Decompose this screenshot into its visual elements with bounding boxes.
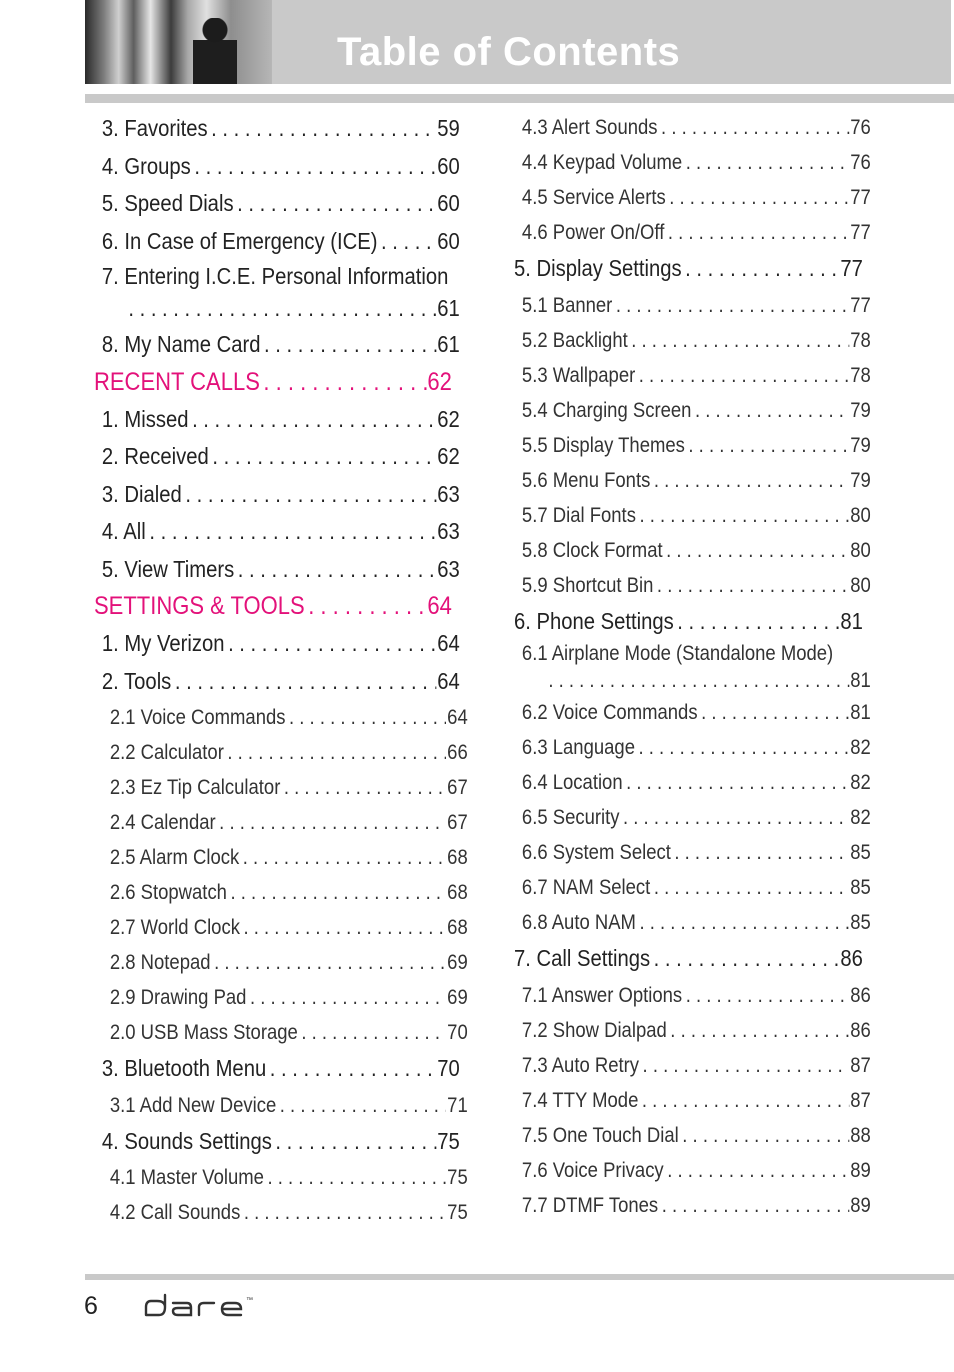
toc-dot-leader: [191, 148, 437, 186]
toc-page-number: 66: [447, 741, 468, 764]
toc-entry-5-1-banner[interactable]: [514, 288, 871, 323]
toc-entry-label: 5.9 Shortcut Bin: [521, 573, 654, 597]
toc-page-number: 79: [850, 433, 871, 457]
toc-entry-label: 7.2 Show Dialpad: [521, 1018, 667, 1042]
toc-entry-label: 1. Missed: [101, 405, 189, 432]
toc-entry-4-sounds-settings[interactable]: [94, 1123, 460, 1161]
toc-entry-label: 3. Favorites: [101, 115, 208, 141]
toc-dot-leader: [685, 428, 849, 463]
toc-entry-7-5-one-touch-dial[interactable]: [514, 1118, 871, 1153]
toc-dot-leader: [234, 185, 437, 223]
toc-dot-leader: [667, 1013, 850, 1048]
toc-entry-label: 5. Speed Dials: [101, 190, 234, 216]
toc-entry-label: 7.5 One Touch Dial: [521, 1123, 679, 1147]
toc-dot-leader: [691, 393, 849, 428]
toc-entry-5-speed-dials[interactable]: [94, 185, 460, 223]
toc-entry-label: 7.1 Answer Options: [521, 983, 683, 1007]
toc-entry-2-4-calendar[interactable]: [94, 805, 468, 840]
toc-dot-leader: [216, 805, 447, 840]
toc-entry-label: 2.9 Drawing Pad: [109, 986, 247, 1009]
toc-entry-label: 7.4 TTY Mode: [521, 1088, 639, 1112]
page-number: 6: [84, 1292, 98, 1320]
toc-page-number: 86: [840, 945, 863, 971]
toc-entry-label: 3.1 Add New Device: [109, 1093, 277, 1117]
toc-entry-1-my-verizon[interactable]: [94, 625, 460, 663]
toc-entry-5-7-dial-fonts[interactable]: [514, 498, 871, 533]
toc-page-number: 85: [850, 841, 871, 864]
toc-entry-3-1-add-new-device[interactable]: [94, 1088, 468, 1123]
toc-entry-2-6-stopwatch[interactable]: [94, 875, 468, 910]
toc-page-number: 63: [437, 480, 460, 507]
toc-entry-label: 6. In Case of Emergency (ICE): [101, 227, 378, 254]
toc-entry-label: 5.7 Dial Fonts: [521, 503, 636, 527]
toc-entry-5-2-backlight[interactable]: [514, 323, 871, 358]
toc-page-number: 77: [850, 293, 871, 317]
toc-page-number: 60: [437, 190, 460, 216]
toc-page-number: 79: [850, 398, 871, 422]
toc-dot-leader: [674, 603, 840, 641]
toc-entry-2-3-ez-tip-calculator[interactable]: [94, 770, 468, 805]
toc-page-number: 75: [447, 1201, 468, 1224]
toc-page-number: 78: [850, 363, 871, 387]
toc-entry-label: 2.4 Calendar: [109, 811, 216, 834]
toc-entry-4-2-call-sounds[interactable]: [94, 1195, 468, 1230]
toc-entry-3-dialed[interactable]: [94, 476, 460, 514]
toc-dot-leader: [209, 438, 437, 476]
toc-entry-label: 2.1 Voice Commands: [109, 706, 286, 729]
toc-entry-7-1-answer-options[interactable]: [514, 978, 871, 1013]
toc-entry-6-4-location[interactable]: [514, 765, 871, 800]
toc-entry-label: 1. My Verizon: [101, 630, 225, 656]
toc-dot-leader: [276, 1088, 446, 1123]
toc-entry-7-2-show-dialpad[interactable]: [514, 1013, 871, 1048]
toc-page-number: 78: [850, 328, 871, 352]
toc-left-column: [94, 110, 468, 1230]
toc-page-number: 67: [447, 811, 468, 834]
toc-entry-label: SETTINGS & TOOLS: [94, 592, 305, 620]
toc-dot-leader: [658, 1188, 849, 1223]
toc-dot-leader: [664, 215, 849, 250]
toc-page-number: 69: [447, 986, 468, 1009]
toc-page-number: 75: [447, 1166, 468, 1189]
toc-page-number: 82: [850, 771, 871, 794]
toc-entry-7-3-auto-retry[interactable]: [514, 1048, 871, 1083]
toc-page-number: 86: [850, 983, 871, 1007]
toc-entry-label: 6.2 Voice Commands: [521, 701, 698, 724]
toc-entry-4-6-power-on-off[interactable]: [514, 215, 871, 250]
toc-dot-leader: [612, 288, 849, 323]
footer-divider: [85, 1274, 954, 1280]
toc-page-number: 68: [447, 916, 468, 939]
toc-entry-6-1-airplane-mode-standalone-mode[interactable]: [514, 640, 871, 695]
toc-entry-6-in-case-of-emergency-ice[interactable]: [94, 223, 460, 261]
toc-page-number: 69: [447, 951, 468, 974]
toc-dot-leader: [522, 667, 849, 694]
toc-entry-7-6-voice-privacy[interactable]: [514, 1153, 871, 1188]
toc-entry-label: 2.3 Ez Tip Calculator: [109, 776, 281, 799]
toc-entry-4-groups[interactable]: [94, 148, 460, 186]
toc-entry-label: 4.3 Alert Sounds: [521, 116, 658, 139]
toc-entry-label: 2.7 World Clock: [109, 916, 240, 939]
toc-dot-leader: [182, 476, 437, 514]
toc-page-number: 85: [850, 911, 871, 934]
toc-page-number: 59: [437, 115, 460, 141]
toc-entry-label: 5.5 Display Themes: [521, 433, 685, 457]
toc-dot-leader: [658, 110, 850, 145]
toc-dot-leader: [682, 250, 840, 288]
toc-entry-6-phone-settings[interactable]: [514, 603, 863, 641]
toc-dot-leader: [378, 223, 437, 261]
header-photo: [85, 0, 272, 84]
toc-page-number: 77: [850, 221, 871, 244]
toc-entry-4-4-keypad-volume[interactable]: [514, 145, 871, 180]
toc-dot-leader: [666, 180, 850, 215]
toc-entry-label: 6. Phone Settings: [514, 607, 674, 634]
toc-dot-leader: [234, 551, 436, 589]
toc-entry-label: 4.4 Keypad Volume: [521, 151, 683, 174]
toc-entry-7-call-settings[interactable]: [514, 940, 863, 978]
toc-page-number: 80: [850, 503, 871, 527]
toc-entry-label: 7.3 Auto Retry: [521, 1053, 640, 1077]
toc-entry-4-all[interactable]: [94, 513, 460, 551]
toc-entry-label: 6.5 Security: [521, 806, 620, 829]
toc-entry-label: 6.3 Language: [521, 736, 635, 759]
toc-entry-label: 8. My Name Card: [101, 331, 261, 357]
toc-entry-label: 2.5 Alarm Clock: [109, 846, 240, 869]
toc-entry-6-6-system-select[interactable]: [514, 835, 871, 870]
toc-dot-leader: [266, 1050, 436, 1088]
toc-dot-leader: [623, 765, 850, 800]
toc-entry-2-7-world-clock[interactable]: [94, 910, 468, 945]
toc-entry-2-2-calculator[interactable]: [94, 735, 468, 770]
toc-entry-2-0-usb-mass-storage[interactable]: [94, 1015, 468, 1050]
toc-page-number: 62: [437, 405, 460, 432]
svg-text:™: ™: [246, 1297, 253, 1304]
toc-entry-5-6-menu-fonts[interactable]: [514, 463, 871, 498]
toc-dot-leader: [650, 870, 849, 905]
toc-entry-label: 4.5 Service Alerts: [521, 186, 666, 209]
toc-dot-leader: [653, 568, 849, 603]
toc-dot-leader: [285, 700, 446, 735]
toc-entry-label: 5. Display Settings: [514, 255, 682, 281]
toc-dot-leader: [260, 364, 427, 401]
toc-entry-label: 2.0 USB Mass Storage: [109, 1021, 298, 1044]
toc-page-number: 63: [437, 555, 460, 582]
toc-page-number: 77: [850, 186, 871, 209]
toc-entry-label: 6.7 NAM Select: [521, 876, 651, 899]
toc-dot-leader: [636, 905, 849, 940]
toc-entry-label: 4.2 Call Sounds: [109, 1201, 241, 1224]
toc-entry-2-tools[interactable]: [94, 663, 460, 701]
toc-entry-label: RECENT CALLS: [94, 367, 260, 396]
toc-page-number: 62: [437, 443, 460, 469]
toc-dot-leader: [171, 663, 436, 701]
toc-dot-leader: [146, 513, 437, 551]
toc-entry-label: 7. Call Settings: [514, 945, 651, 971]
toc-entry-label: 6.6 System Select: [521, 841, 671, 864]
toc-page-number: 81: [850, 701, 871, 724]
toc-entry-label: 5.1 Banner: [521, 293, 613, 317]
toc-page-number: 64: [447, 706, 468, 729]
toc-dot-leader: [240, 910, 446, 945]
toc-entry-label: 5.3 Wallpaper: [521, 363, 636, 387]
toc-entry-label: 2. Tools: [101, 667, 172, 694]
toc-entry-5-view-timers[interactable]: [94, 551, 460, 589]
toc-dot-leader: [239, 840, 446, 875]
toc-entry-5-5-display-themes[interactable]: [514, 428, 871, 463]
toc-page-number: 71: [447, 1093, 468, 1117]
toc-entry-label: 4. Groups: [101, 152, 191, 179]
toc-entry-label: 5.2 Backlight: [521, 328, 628, 352]
toc-entry-label: 2.6 Stopwatch: [109, 881, 227, 904]
toc-entry-8-my-name-card[interactable]: [94, 326, 460, 364]
toc-dot-leader: [620, 800, 850, 835]
toc-entry-7-4-tty-mode[interactable]: [514, 1083, 871, 1118]
toc-dot-leader: [650, 463, 849, 498]
toc-page-number: 79: [850, 468, 871, 492]
toc-page-number: 82: [850, 806, 871, 829]
toc-entry-label: 7.7 DTMF Tones: [521, 1193, 659, 1217]
toc-entry-second-line: [522, 667, 871, 694]
toc-entry-5-display-settings[interactable]: [514, 250, 863, 288]
toc-entry-label: 6.1 Airplane Mode (Standalone Mode): [521, 642, 834, 665]
toc-section-settings-tools[interactable]: [94, 588, 452, 625]
toc-dot-leader: [240, 1195, 446, 1230]
toc-page-number: 60: [437, 152, 460, 179]
toc-dot-leader: [225, 625, 437, 663]
toc-entry-first-line: [522, 640, 871, 667]
toc-entry-1-missed[interactable]: [94, 401, 460, 439]
toc-dot-leader: [638, 1083, 849, 1118]
toc-entry-6-7-nam-select[interactable]: [514, 870, 871, 905]
toc-entry-label: 2.8 Notepad: [109, 951, 211, 974]
toc-page-number: 64: [437, 667, 460, 694]
toc-page-number: 89: [850, 1158, 871, 1182]
toc-page-number: 80: [850, 538, 871, 562]
toc-page-number: 81: [850, 669, 871, 692]
toc-entry-6-2-voice-commands[interactable]: [514, 695, 871, 730]
toc-page-number: 61: [437, 295, 460, 321]
toc-dot-leader: [102, 292, 436, 324]
toc-dot-leader: [650, 940, 839, 978]
toc-entry-label: 5. View Timers: [101, 555, 235, 582]
toc-entry-5-3-wallpaper[interactable]: [514, 358, 871, 393]
toc-dot-leader: [671, 835, 850, 870]
toc-entry-2-9-drawing-pad[interactable]: [94, 980, 468, 1015]
toc-page-number: 70: [447, 1021, 468, 1044]
toc-dot-leader: [280, 770, 446, 805]
toc-entry-3-favorites[interactable]: [94, 110, 460, 148]
toc-entry-label: 3. Bluetooth Menu: [101, 1055, 267, 1081]
toc-dot-leader: [636, 498, 849, 533]
toc-entry-label: 4. All: [101, 518, 146, 544]
toc-dot-leader: [272, 1123, 437, 1161]
toc-dot-leader: [635, 730, 849, 765]
toc-entry-2-1-voice-commands[interactable]: [94, 700, 468, 735]
toc-entry-7-entering-i-c-e-personal-information[interactable]: [94, 260, 460, 326]
toc-dot-leader: [639, 1048, 849, 1083]
toc-page-number: 68: [447, 846, 468, 869]
toc-entry-5-9-shortcut-bin[interactable]: [514, 568, 871, 603]
toc-page-number: 76: [850, 151, 871, 174]
toc-entry-label: 6.4 Location: [521, 771, 623, 794]
dare-logo: [143, 1291, 263, 1323]
toc-entry-label: 2.2 Calculator: [109, 741, 224, 764]
toc-dot-leader: [211, 945, 447, 980]
toc-page-number: 89: [850, 1193, 871, 1217]
toc-entry-4-1-master-volume[interactable]: [94, 1160, 468, 1195]
toc-dot-leader: [227, 875, 446, 910]
toc-entry-7-7-dtmf-tones[interactable]: [514, 1188, 871, 1223]
toc-right-column: [514, 110, 871, 1223]
toc-entry-label: 5.4 Charging Screen: [521, 398, 692, 422]
toc-dot-leader: [682, 145, 849, 180]
toc-entry-label: 4.1 Master Volume: [109, 1166, 264, 1189]
toc-dot-leader: [208, 110, 437, 148]
toc-entry-label: 7. Entering I.C.E. Personal Information: [101, 263, 449, 289]
toc-dot-leader: [664, 1153, 850, 1188]
toc-dot-leader: [682, 978, 849, 1013]
toc-entry-5-8-clock-format[interactable]: [514, 533, 871, 568]
toc-entry-label: 6.8 Auto NAM: [521, 911, 636, 934]
toc-entry-6-8-auto-nam[interactable]: [514, 905, 871, 940]
toc-page-number: 86: [850, 1018, 871, 1042]
toc-dot-leader: [663, 533, 850, 568]
toc-page-number: 80: [850, 573, 871, 597]
toc-entry-label: 4. Sounds Settings: [101, 1127, 272, 1154]
toc-entry-4-5-service-alerts[interactable]: [514, 180, 871, 215]
toc-page-number: 60: [437, 227, 460, 254]
toc-page-number: 87: [850, 1088, 871, 1112]
toc-dot-leader: [264, 1160, 446, 1195]
toc-page-number: 77: [840, 255, 863, 281]
toc-dot-leader: [261, 326, 437, 364]
toc-page-number: 81: [840, 607, 863, 634]
toc-dot-leader: [635, 358, 849, 393]
toc-page-number: 70: [437, 1055, 460, 1081]
toc-entry-first-line: [102, 260, 460, 292]
toc-dot-leader: [698, 695, 850, 730]
header-divider: [85, 94, 954, 103]
toc-dot-leader: [628, 323, 850, 358]
toc-section-recent-calls[interactable]: [94, 364, 452, 401]
toc-page-number: 64: [427, 592, 452, 620]
toc-page-number: 62: [427, 367, 452, 396]
toc-dot-leader: [305, 588, 427, 625]
toc-entry-label: 7.6 Voice Privacy: [521, 1158, 664, 1182]
toc-page-number: 63: [437, 518, 460, 544]
toc-entry-3-bluetooth-menu[interactable]: [94, 1050, 460, 1088]
toc-entry-2-5-alarm-clock[interactable]: [94, 840, 468, 875]
toc-entry-5-4-charging-screen[interactable]: [514, 393, 871, 428]
toc-page-number: 76: [850, 116, 871, 139]
toc-page-number: 75: [437, 1127, 460, 1154]
toc-entry-4-3-alert-sounds[interactable]: [514, 110, 871, 145]
toc-entry-6-5-security[interactable]: [514, 800, 871, 835]
toc-entry-label: 3. Dialed: [101, 480, 182, 507]
toc-page-number: 68: [447, 881, 468, 904]
toc-page-number: 88: [850, 1123, 871, 1147]
toc-page-number: 64: [437, 630, 460, 656]
toc-page-number: 85: [850, 876, 871, 899]
toc-dot-leader: [298, 1015, 446, 1050]
toc-dot-leader: [679, 1118, 850, 1153]
toc-entry-2-received[interactable]: [94, 438, 460, 476]
toc-dot-leader: [246, 980, 446, 1015]
toc-page-number: 82: [850, 736, 871, 759]
toc-page-number: 61: [437, 331, 460, 357]
toc-dot-leader: [224, 735, 446, 770]
toc-entry-6-3-language[interactable]: [514, 730, 871, 765]
toc-entry-label: 5.6 Menu Fonts: [521, 468, 651, 492]
toc-page-number: 87: [850, 1053, 871, 1077]
toc-page-number: 67: [447, 776, 468, 799]
page-title: Table of Contents: [337, 30, 681, 74]
header-photo-figure: [193, 18, 237, 84]
toc-entry-2-8-notepad[interactable]: [94, 945, 468, 980]
toc-entry-second-line: [102, 292, 460, 324]
toc-entry-label: 2. Received: [101, 443, 209, 469]
toc-entry-label: 4.6 Power On/Off: [521, 221, 665, 244]
toc-entry-label: 5.8 Clock Format: [521, 538, 663, 562]
toc-dot-leader: [189, 401, 437, 439]
